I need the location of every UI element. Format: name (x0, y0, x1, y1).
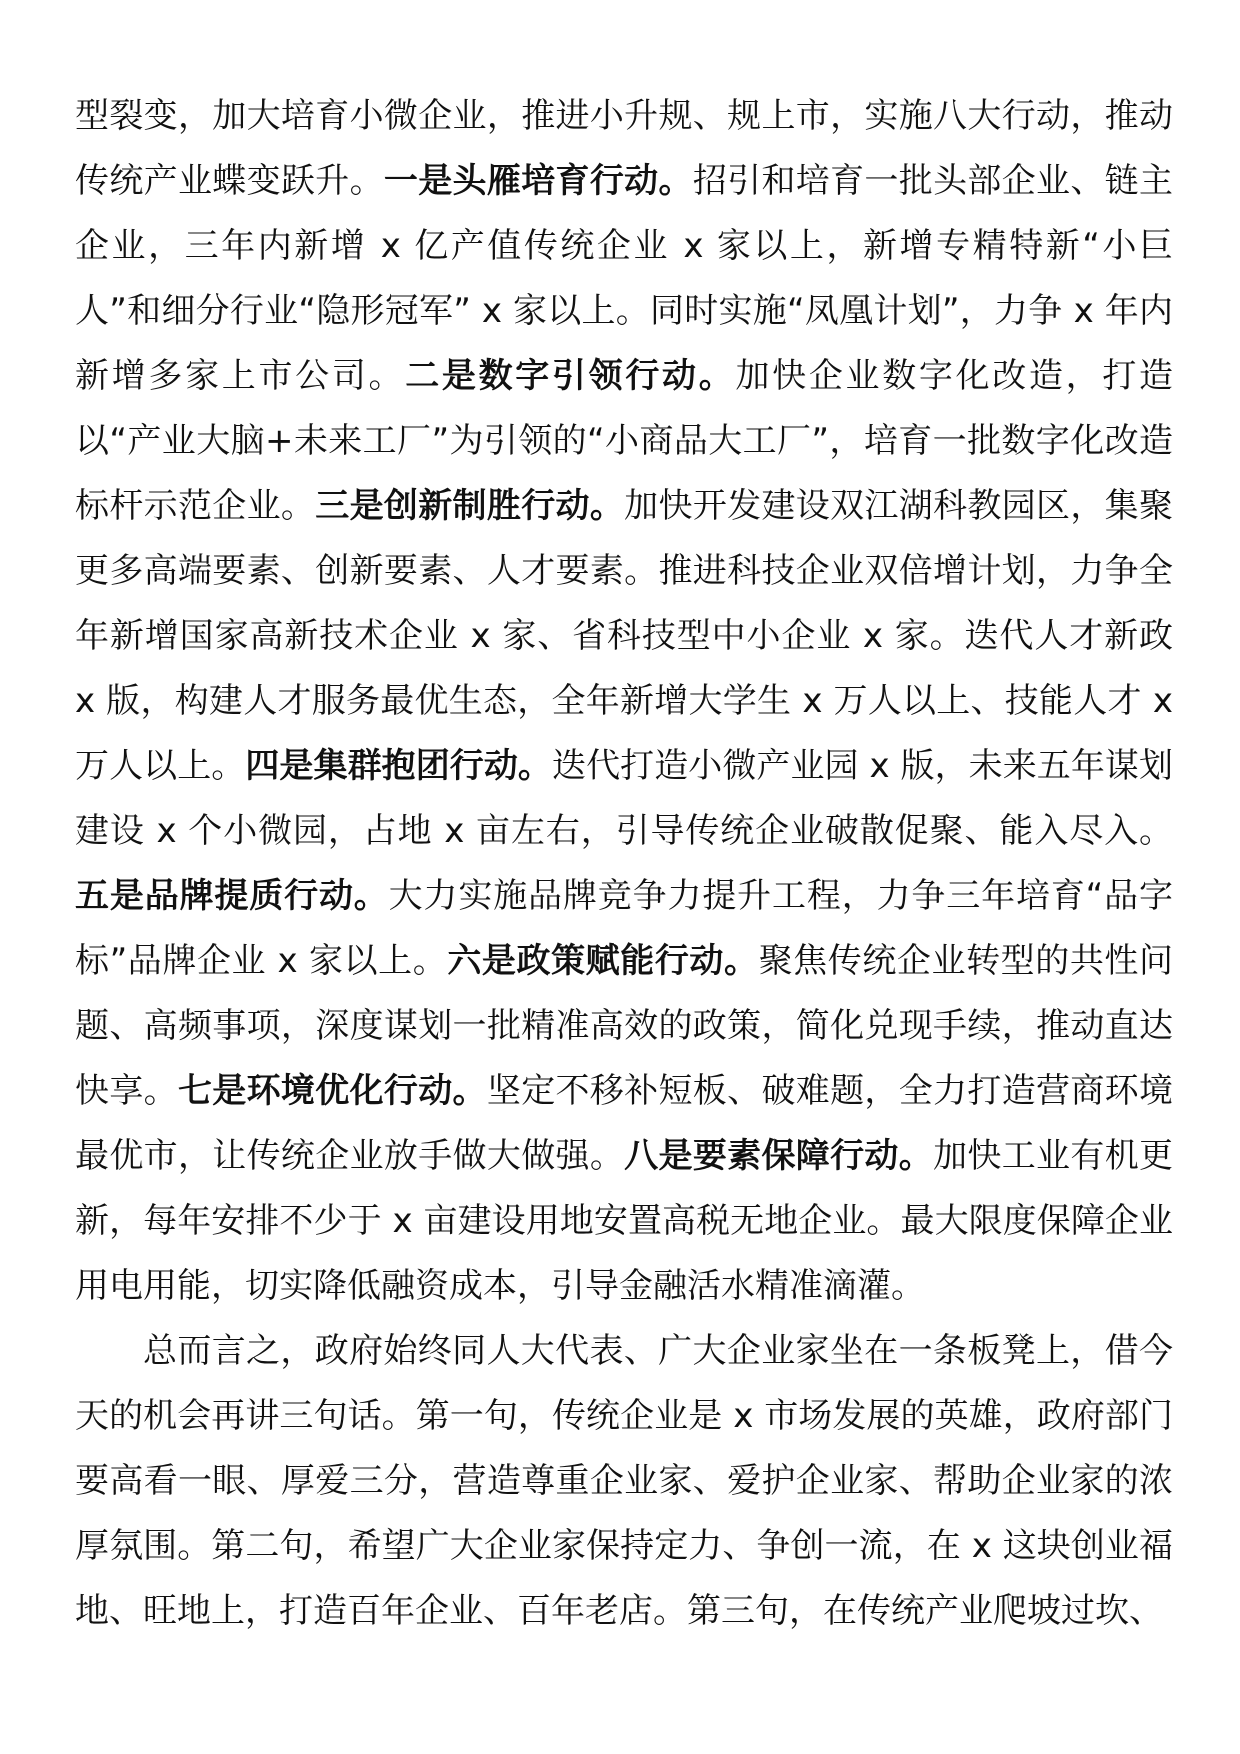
action-2-text: 加快企业数字化改造，打造以“产业大脑+未来工厂”为引领的“小商品大工厂”，培育一批数字化改造标杆示范企业。 (75, 356, 1174, 526)
action-3-heading: 三是创新制胜行动。 (315, 486, 625, 526)
action-7-heading: 七是环境优化行动。 (177, 1071, 487, 1111)
action-8-text: 加快工业有机更新，每年安排不少于 x 亩建设用地安置高税无地企业。最大限度保障企业用电用能，切实降低融资成本，引导金融活水精准滴灌。 (75, 1136, 1174, 1306)
document-body (75, 84, 1173, 1644)
action-3-text: 加快开发建设双江湖科教园区，集聚更多高端要素、创新要素、人才要素。推进科技企业双倍增计划，力争全年新增国家高新技术企业 x 家、省科技型中小企业 x 家。迭代人才新政 x 版，构建人才服务最优生态，全年新增大学生 x 万人以上、技能人才 x 万人以上。 (75, 486, 1174, 786)
paragraph-eight-actions (75, 84, 1173, 1319)
action-5-heading: 五是品牌提质行动。 (75, 876, 389, 916)
action-8-heading: 八是要素保障行动。 (624, 1136, 934, 1176)
intro-text: 型裂变，加大培育小微企业，推进小升规、规上市，实施八大行动，推动传统产业蝶变跃升。 (75, 96, 1173, 201)
conclusion-text: 总而言之，政府始终同人大代表、广大企业家坐在一条板凳上，借今天的机会再讲三句话。第一句，传统企业是 x 市场发展的英雄，政府部门要高看一眼、厚爱三分，营造尊重企业家、爱护企业家、帮助企业家的浓厚氛围。第二句，希望广大企业家保持定力、争创一流，在 x 这块创业福地、旺地上，打造百年企业、百年老店。第三句，在传统产业爬坡过坎、 (75, 1331, 1173, 1631)
action-7-text: 坚定不移补短板、破难题，全力打造营商环境最优市，让传统企业放手做大做强。 (75, 1071, 1174, 1176)
action-1-text: 招引和培育一批头部企业、链主企业，三年内新增 x 亿产值传统企业 x 家以上，新增专精特新“小巨人”和细分行业“隐形冠军” x 家以上。同时实施“凤凰计划”，力争 x 年内新增多家上市公司。 (75, 161, 1174, 396)
action-6-text: 聚焦传统企业转型的共性问题、高频事项，深度谋划一批精准高效的政策，简化兑现手续，推动直达快享。 (75, 941, 1174, 1111)
paragraph-conclusion (75, 1319, 1173, 1644)
action-5-text: 大力实施品牌竞争力提升工程，力争三年培育“品字标”品牌企业 x 家以上。 (75, 876, 1174, 981)
action-2-heading: 二是数字引领行动。 (405, 356, 736, 396)
action-1-heading: 一是头雁培育行动。 (383, 161, 693, 201)
action-4-heading: 四是集群抱团行动。 (245, 746, 552, 786)
action-4-text: 迭代打造小微产业园 x 版，未来五年谋划建设 x 个小微园，占地 x 亩左右，引导传统企业破散促聚、能入尽入。 (75, 746, 1174, 851)
action-6-heading: 六是政策赋能行动。 (447, 941, 759, 981)
